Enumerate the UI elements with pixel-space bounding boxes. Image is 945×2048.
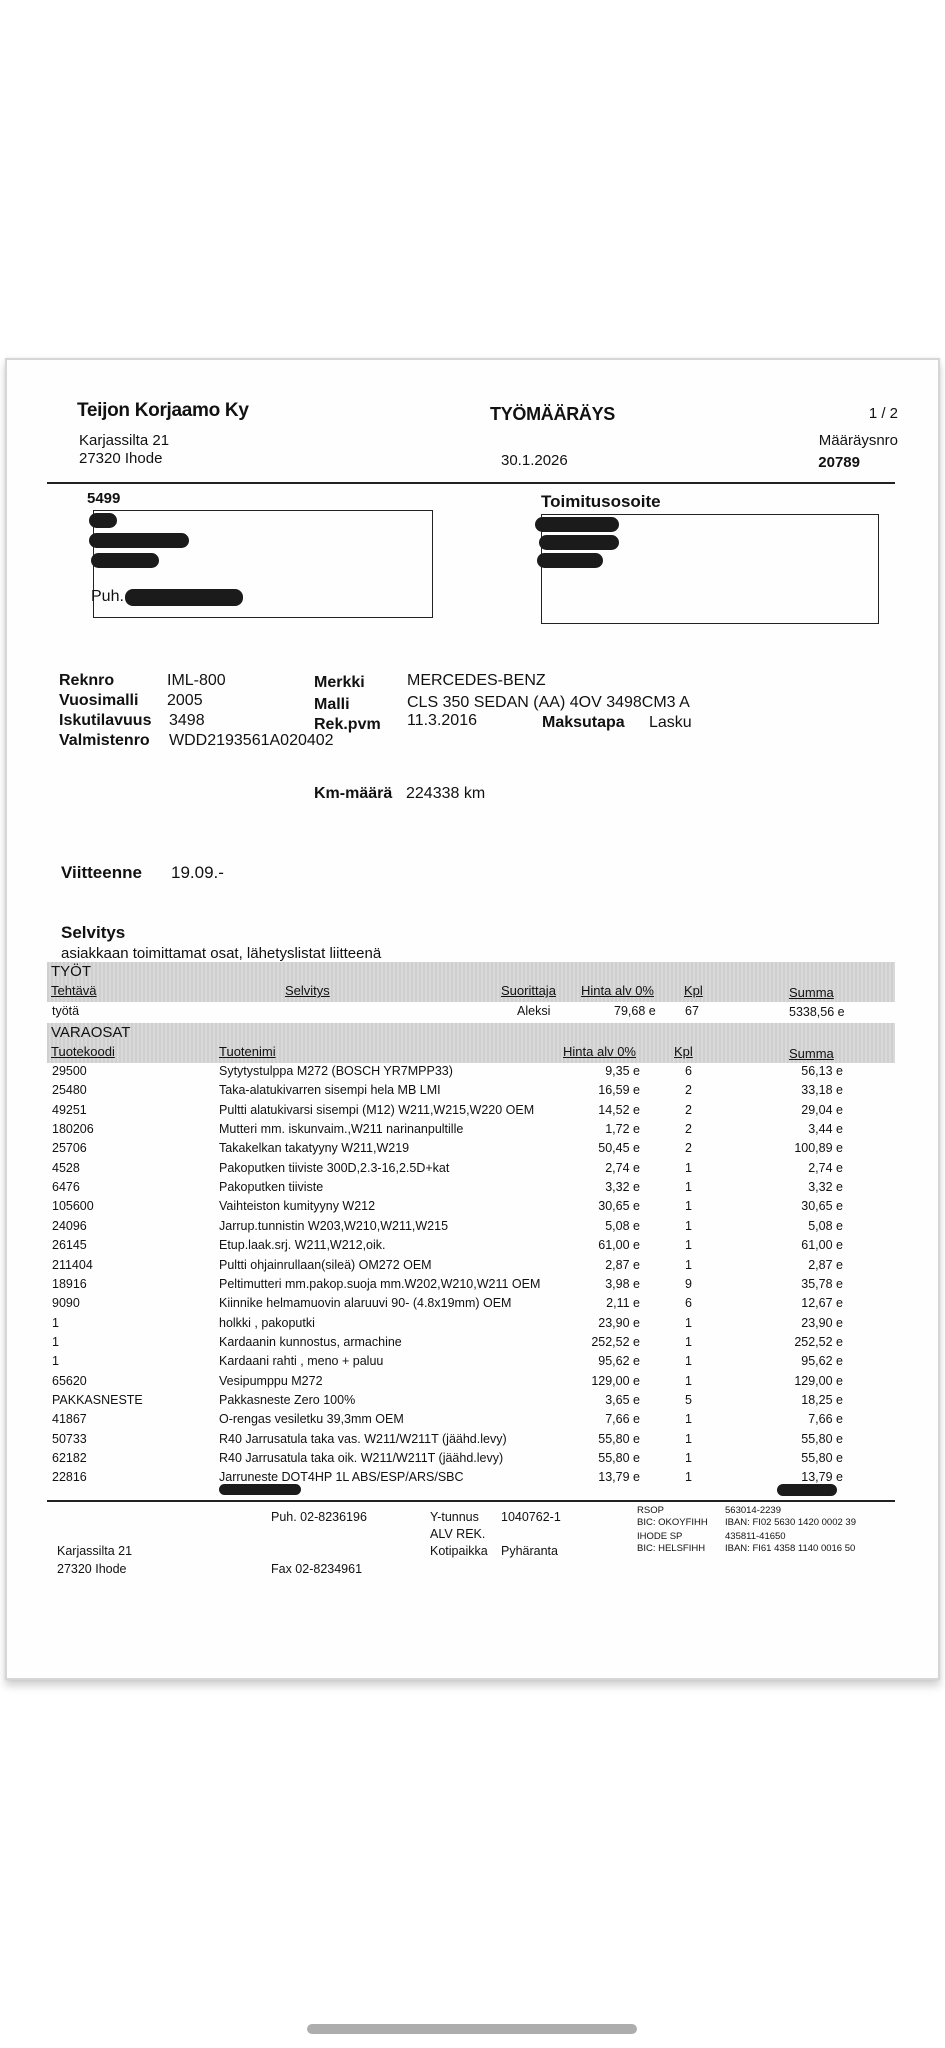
customer-number: 5499 <box>87 490 121 507</box>
part-name: holkki , pakoputki <box>219 1315 315 1330</box>
part-sum: 2,87 e <box>808 1257 843 1272</box>
part-price: 252,52 e <box>591 1334 640 1349</box>
part-name: Pultti alatukivarsi sisempi (M12) W211,W215,W220 OEM <box>219 1102 535 1117</box>
parts-table-row <box>47 1294 895 1314</box>
part-name: Sytytystulppa M272 (BOSCH YR7MPP33) <box>219 1064 453 1078</box>
part-qty: 2 <box>685 1102 692 1117</box>
parts-table-row <box>47 1314 895 1334</box>
part-name: Etup.laak.srj. W211,W212,oik. <box>219 1238 386 1253</box>
reg-value: IML-800 <box>167 672 226 689</box>
labor-section-title: TYÖT <box>51 963 91 980</box>
redacted-customer-name <box>89 513 117 528</box>
parts-table-row <box>47 1120 895 1140</box>
footer-street: Karjassilta 21 <box>57 1544 133 1558</box>
part-price: 9,35 e <box>605 1064 640 1078</box>
customer-phone-label: Puh. <box>91 588 124 605</box>
labor-performer: Aleksi <box>517 1004 551 1018</box>
part-code: 22816 <box>52 1470 87 1485</box>
part-qty: 1 <box>685 1451 692 1465</box>
home-indicator[interactable] <box>307 2024 637 2034</box>
part-price: 2,11 e <box>606 1296 640 1311</box>
parts-col-name: Tuotenimi <box>219 1044 276 1059</box>
parts-table-row <box>47 1372 895 1392</box>
labor-qty: 67 <box>685 1004 699 1018</box>
parts-table-row <box>47 1139 895 1159</box>
part-qty: 6 <box>685 1296 692 1311</box>
part-qty: 1 <box>685 1199 692 1214</box>
document-page <box>5 358 940 1680</box>
part-sum: 18,25 e <box>801 1392 843 1407</box>
part-qty: 2 <box>685 1122 692 1137</box>
footer-fax: Fax 02-8234961 <box>271 1562 363 1576</box>
part-name: Pakoputken tiiviste <box>219 1180 324 1195</box>
part-code: 1 <box>52 1354 59 1369</box>
part-price: 1,72 e <box>605 1122 640 1137</box>
part-qty: 2 <box>685 1083 692 1098</box>
part-price: 55,80 e <box>598 1451 640 1465</box>
displacement-label: Iskutilavuus <box>59 712 152 729</box>
bank1-bic: BIC: OKOYFIHH <box>637 1517 708 1528</box>
company-city: 27320 Ihode <box>79 450 163 467</box>
parts-table-row <box>47 1410 895 1430</box>
part-code: 62182 <box>52 1451 87 1465</box>
part-price: 55,80 e <box>598 1431 640 1446</box>
bank1-name: RSOP <box>637 1505 664 1516</box>
footer-divider <box>47 1500 895 1502</box>
part-code: 180206 <box>52 1122 94 1137</box>
footer-kotipaikka-label: Kotipaikka <box>430 1544 488 1558</box>
reference-value: 19.09.- <box>171 863 224 882</box>
part-qty: 2 <box>685 1141 692 1156</box>
part-sum: 33,18 e <box>801 1083 843 1098</box>
part-name: R40 Jarrusatula taka vas. W211/W211T (jäähd.levy) <box>219 1431 507 1446</box>
parts-table-row <box>47 1178 895 1198</box>
part-price: 95,62 e <box>598 1354 640 1369</box>
labor-col-price: Hinta alv 0% <box>581 983 654 998</box>
redacted-delivery-city <box>537 553 603 568</box>
part-code: 211404 <box>52 1257 93 1272</box>
model-label: Malli <box>314 696 350 713</box>
labor-row <box>47 1003 895 1023</box>
parts-section-title: VARAOSAT <box>51 1024 131 1041</box>
footer-city: 27320 Ihode <box>57 1562 127 1576</box>
parts-table-row <box>47 1391 895 1411</box>
page-number: 1 / 2 <box>868 405 898 422</box>
part-sum: 55,80 e <box>801 1451 843 1465</box>
part-sum: 7,66 e <box>808 1412 843 1427</box>
part-qty: 1 <box>685 1238 692 1253</box>
part-qty: 1 <box>685 1315 692 1330</box>
reg-label: Reknro <box>59 672 115 689</box>
header-divider <box>47 482 895 484</box>
vin-value: WDD2193561A020402 <box>169 732 334 749</box>
regdate-value: 11.3.2016 <box>407 712 477 729</box>
part-code: 29500 <box>52 1064 87 1078</box>
redacted-customer-street <box>89 533 189 548</box>
part-code: 105600 <box>52 1199 94 1214</box>
part-name: Pakoputken tiiviste 300D,2.3-16,2.5D+kat <box>219 1160 450 1175</box>
km-label: Km-määrä <box>314 785 393 802</box>
part-qty: 1 <box>685 1354 692 1369</box>
parts-table-row <box>47 1081 895 1101</box>
part-name: Vaihteiston kumityyny W212 <box>219 1199 376 1214</box>
footer-ytunnus: 1040762-1 <box>501 1510 561 1524</box>
part-sum: 29,04 e <box>801 1102 843 1117</box>
delivery-address-title: Toimitusosoite <box>541 492 661 511</box>
part-name: Jarruneste DOT4HP 1L ABS/ESP/ARS/SBC <box>219 1470 464 1485</box>
part-name: Pakkasneste Zero 100% <box>219 1392 356 1407</box>
company-street: Karjassilta 21 <box>79 432 170 449</box>
labor-col-performer: Suorittaja <box>501 983 556 998</box>
part-price: 61,00 e <box>598 1238 640 1253</box>
part-sum: 3,32 e <box>808 1180 843 1195</box>
parts-table-row <box>47 1217 895 1237</box>
document-title: TYÖMÄÄRÄYS <box>490 404 616 424</box>
part-code: 50733 <box>52 1431 87 1446</box>
part-name: Kardaanin kunnostus, armachine <box>219 1334 402 1349</box>
part-code: 1 <box>52 1334 59 1349</box>
part-code: 26145 <box>52 1238 87 1253</box>
make-label: Merkki <box>314 674 365 691</box>
bank2-name: IHODE SP <box>637 1531 683 1542</box>
part-qty: 1 <box>685 1218 692 1233</box>
part-qty: 6 <box>685 1064 692 1078</box>
part-name: Vesipumppu M272 <box>219 1373 323 1388</box>
part-name: Kardaani rahti , meno + paluu <box>219 1354 384 1369</box>
parts-table-row <box>47 1159 895 1179</box>
part-qty: 1 <box>685 1373 692 1388</box>
footer-phone: Puh. 02-8236196 <box>271 1510 367 1524</box>
parts-header-band <box>47 1023 895 1063</box>
part-sum: 35,78 e <box>801 1276 843 1291</box>
part-code: 24096 <box>52 1218 87 1233</box>
part-price: 129,00 e <box>591 1373 640 1388</box>
vin-label: Valmistenro <box>59 732 150 749</box>
part-code: 18916 <box>52 1276 87 1291</box>
parts-table-row <box>47 1430 895 1450</box>
parts-table-row <box>47 1275 895 1295</box>
labor-col-task: Tehtävä <box>51 983 97 998</box>
part-sum: 252,52 e <box>794 1334 843 1349</box>
redacted-customer-phone <box>125 589 243 606</box>
model-value: CLS 350 SEDAN (AA) 4OV 3498CM3 A <box>407 694 690 711</box>
reference-label: Viitteenne <box>61 863 142 882</box>
year-value: 2005 <box>167 692 203 709</box>
payment-label: Maksutapa <box>542 714 625 731</box>
km-value: 224338 km <box>406 785 486 802</box>
labor-price: 79,68 e <box>614 1004 656 1018</box>
parts-col-sum: Summa <box>789 1046 834 1061</box>
parts-table-row <box>47 1256 895 1276</box>
labor-col-sum: Summa <box>789 985 834 1000</box>
part-code: 41867 <box>52 1412 87 1427</box>
part-code: 25480 <box>52 1083 87 1098</box>
part-sum: 61,00 e <box>801 1238 843 1253</box>
part-price: 2,87 e <box>605 1257 640 1272</box>
labor-col-qty: Kpl <box>684 983 703 998</box>
displacement-value: 3498 <box>169 712 205 729</box>
part-code: 25706 <box>52 1141 87 1156</box>
part-qty: 1 <box>685 1160 692 1175</box>
explanation-text: asiakkaan toimittamat osat, lähetyslistat liitteenä <box>61 945 382 962</box>
parts-table-row <box>47 1197 895 1217</box>
part-name: Peltimutteri mm.pakop.suoja mm.W202,W210,W211 OEM <box>219 1276 541 1291</box>
part-sum: 12,67 e <box>801 1296 843 1311</box>
parts-table-row <box>47 1449 895 1469</box>
parts-table-row <box>47 1333 895 1353</box>
bank2-account: 435811-41650 <box>725 1531 786 1542</box>
labor-task: työtä <box>52 1004 80 1018</box>
part-price: 16,59 e <box>598 1083 640 1098</box>
part-price: 5,08 e <box>605 1218 640 1233</box>
part-sum: 23,90 e <box>801 1315 843 1330</box>
part-qty: 5 <box>685 1392 692 1407</box>
part-code: 6476 <box>52 1180 80 1195</box>
part-price: 3,65 e <box>605 1392 640 1407</box>
part-price: 30,65 e <box>598 1199 640 1214</box>
part-code: 49251 <box>52 1102 87 1117</box>
part-price: 50,45 e <box>598 1141 640 1156</box>
part-code: 65620 <box>52 1373 87 1388</box>
part-qty: 1 <box>685 1431 692 1446</box>
footer-ytunnus-label: Y-tunnus <box>430 1510 479 1524</box>
part-price: 3,32 e <box>605 1180 640 1195</box>
part-name: Mutteri mm. iskunvaim.,W211 narinanpultille <box>219 1122 464 1137</box>
make-value: MERCEDES-BENZ <box>407 672 546 689</box>
parts-table-row <box>47 1236 895 1256</box>
part-name: Taka-alatukivarren sisempi hela MB LMI <box>219 1083 441 1098</box>
part-price: 3,98 e <box>605 1276 640 1291</box>
part-name: Pultti ohjainrullaan(sileä) OM272 OEM <box>219 1257 432 1272</box>
part-name: Jarrup.tunnistin W203,W210,W211,W215 <box>219 1218 449 1233</box>
redacted-discount-amount <box>777 1484 837 1496</box>
part-name: O-rengas vesiletku 39,3mm OEM <box>219 1412 404 1427</box>
labor-header-band <box>47 962 895 1002</box>
footer-alv: ALV REK. <box>430 1527 486 1541</box>
part-sum: 95,62 e <box>801 1354 843 1369</box>
parts-col-code: Tuotekoodi <box>51 1044 115 1059</box>
bank2-bic: BIC: HELSFIHH <box>637 1543 706 1554</box>
footer-kotipaikka: Pyhäranta <box>501 1544 558 1558</box>
labor-sum: 5338,56 e <box>789 1005 845 1019</box>
part-name: Takakelkan takatyyny W211,W219 <box>219 1141 410 1156</box>
part-sum: 56,13 e <box>801 1064 843 1078</box>
parts-table-row <box>47 1101 895 1121</box>
part-price: 14,52 e <box>598 1102 640 1117</box>
document-date: 30.1.2026 <box>501 452 568 469</box>
redacted-delivery-street <box>539 535 619 550</box>
part-sum: 55,80 e <box>801 1431 843 1446</box>
part-qty: 1 <box>685 1334 692 1349</box>
part-sum: 30,65 e <box>801 1199 843 1214</box>
part-price: 13,79 e <box>598 1470 640 1485</box>
parts-table-row <box>47 1352 895 1372</box>
payment-value: Lasku <box>649 714 692 731</box>
part-name: Kiinnike helmamuovin alaruuvi 90- (4.8x19mm) OEM <box>219 1296 512 1311</box>
redacted-customer-city <box>91 553 159 568</box>
part-price: 2,74 e <box>605 1160 640 1175</box>
parts-table-row <box>47 1468 895 1488</box>
part-qty: 9 <box>685 1276 692 1291</box>
part-name: R40 Jarrusatula taka oik. W211/W211T (jäähd.levy) <box>219 1451 504 1465</box>
labor-col-desc: Selvitys <box>285 983 330 998</box>
part-code: 4528 <box>52 1160 80 1175</box>
part-sum: 5,08 e <box>808 1218 843 1233</box>
company-name: Teijon Korjaamo Ky <box>77 400 249 421</box>
bank1-account: 563014-2239 <box>725 1505 781 1516</box>
part-sum: 2,74 e <box>808 1160 843 1175</box>
redacted-delivery-name <box>535 517 619 532</box>
part-qty: 1 <box>685 1412 692 1427</box>
redacted-discount-label <box>219 1484 301 1495</box>
part-sum: 129,00 e <box>794 1373 843 1388</box>
part-qty: 1 <box>685 1257 692 1272</box>
explanation-title: Selvitys <box>61 923 126 942</box>
part-qty: 1 <box>685 1180 692 1195</box>
order-number-label: Määräysnro <box>818 432 898 449</box>
regdate-label: Rek.pvm <box>314 716 381 733</box>
part-code: 9090 <box>52 1296 80 1311</box>
part-sum: 13,79 e <box>801 1470 843 1485</box>
parts-col-qty: Kpl <box>674 1044 693 1059</box>
part-code: 1 <box>52 1315 59 1330</box>
part-price: 7,66 e <box>605 1412 640 1427</box>
bank1-iban: IBAN: FI02 5630 1420 0002 39 <box>725 1517 856 1528</box>
part-qty: 1 <box>685 1470 692 1485</box>
bank2-iban: IBAN: FI61 4358 1140 0016 50 <box>725 1543 856 1554</box>
parts-col-price: Hinta alv 0% <box>563 1044 636 1059</box>
year-label: Vuosimalli <box>59 692 139 709</box>
part-price: 23,90 e <box>598 1315 640 1330</box>
part-code: PAKKASNESTE <box>52 1392 143 1407</box>
parts-table-row <box>47 1062 895 1082</box>
order-number: 20789 <box>818 454 860 471</box>
part-sum: 100,89 e <box>794 1141 843 1156</box>
part-sum: 3,44 e <box>808 1122 843 1137</box>
